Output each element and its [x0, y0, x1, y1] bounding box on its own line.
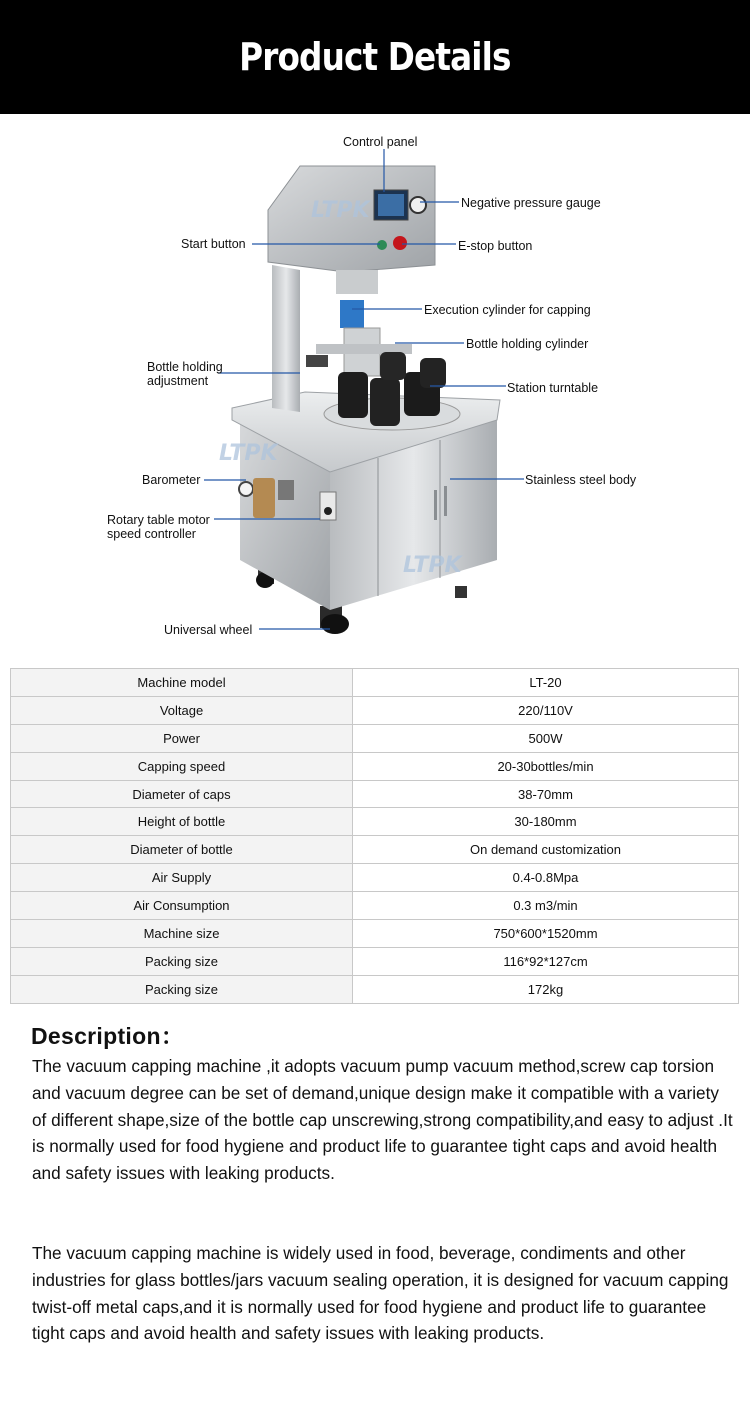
callout-station-turntable: Station turntable: [507, 381, 599, 395]
spec-param: Voltage: [11, 696, 353, 724]
page-title: Product Details: [239, 35, 511, 79]
spec-value: 750*600*1520mm: [353, 920, 739, 948]
watermark: LTPK: [219, 441, 278, 466]
spec-value: 0.3 m3/min: [353, 892, 739, 920]
table-row: [11, 780, 739, 808]
spec-value: 172kg: [353, 975, 739, 1003]
machine-illustration: [0, 114, 750, 654]
callout-barometer: Barometer: [142, 473, 201, 487]
table-row: [11, 892, 739, 920]
spec-value: 220/110V: [353, 696, 739, 724]
table-row: [11, 696, 739, 724]
spec-param: Packing size: [11, 947, 353, 975]
spec-param: Air Consumption: [11, 892, 353, 920]
description-paragraph-2: The vacuum capping machine is widely used in food, beverage, condiments and other industries for glass bottles/jars vacuum sealing operation, it is designed for vacuum capping twist-off metal caps,and it is normally used for food hygiene and product life to guarantee tight caps and avoid health and safety issues with leaking products.: [32, 1243, 729, 1344]
spec-param: Diameter of bottle: [11, 836, 353, 864]
machine-column: [272, 265, 300, 412]
description-heading: Description：: [31, 1023, 185, 1049]
spec-value: 38-70mm: [353, 780, 739, 808]
callout-holding-cylinder: Bottle holding cylinder: [466, 337, 589, 351]
spec-value: 0.4-0.8Mpa: [353, 864, 739, 892]
description-paragraph-1: The vacuum capping machine ,it adopts vacuum pump vacuum method,screw cap torsion and vacuum degree can be set of demand,unique design make it compatible with a variety of different shape,size of the bottle cap unscrewing,strong compatibility,and easy to adjust .It is normally used for food hygiene and product life to guarantee tight caps and avoid health and safety issues with leaking products.: [32, 1056, 733, 1184]
callout-execution-cylinder: Execution cylinder for capping: [424, 303, 591, 317]
callout-pressure-gauge: Negative pressure gauge: [461, 196, 601, 210]
table-row: [11, 947, 739, 975]
spec-value: LT-20: [353, 669, 739, 697]
watermark: LTPK: [403, 553, 462, 578]
spec-value: 30-180mm: [353, 808, 739, 836]
callout-control-panel: Control panel: [343, 135, 418, 149]
spec-param: Capping speed: [11, 752, 353, 780]
spec-param: Height of bottle: [11, 808, 353, 836]
spec-param: Machine model: [11, 669, 353, 697]
spec-param: Packing size: [11, 975, 353, 1003]
table-row: [11, 975, 739, 1003]
callout-estop-button: E-stop button: [458, 239, 533, 253]
callout-universal-wheel: Universal wheel: [164, 623, 253, 637]
table-row: [11, 836, 739, 864]
callout-holding-adjustment-line1: Bottle holding: [147, 360, 223, 374]
table-row: [11, 669, 739, 697]
spec-param: Machine size: [11, 920, 353, 948]
spec-table: [10, 668, 739, 1004]
header-banner: [0, 0, 750, 114]
table-row: [11, 724, 739, 752]
spec-value: 116*92*127cm: [353, 947, 739, 975]
spec-param: Power: [11, 724, 353, 752]
watermark: LTPK: [311, 198, 370, 223]
callout-start-button: Start button: [181, 237, 246, 251]
callout-holding-adjustment-line2: adjustment: [147, 374, 209, 388]
machine-figure: [0, 114, 750, 654]
table-row: [11, 920, 739, 948]
spec-value: 20-30bottles/min: [353, 752, 739, 780]
table-row: [11, 864, 739, 892]
spec-value: On demand customization: [353, 836, 739, 864]
callout-motor-controller-line2: speed controller: [107, 527, 196, 541]
table-row: [11, 808, 739, 836]
spec-param: Air Supply: [11, 864, 353, 892]
callout-steel-body: Stainless steel body: [525, 473, 637, 487]
callout-motor-controller-line1: Rotary table motor: [107, 513, 210, 527]
spec-param: Diameter of caps: [11, 780, 353, 808]
table-row: [11, 752, 739, 780]
spec-value: 500W: [353, 724, 739, 752]
